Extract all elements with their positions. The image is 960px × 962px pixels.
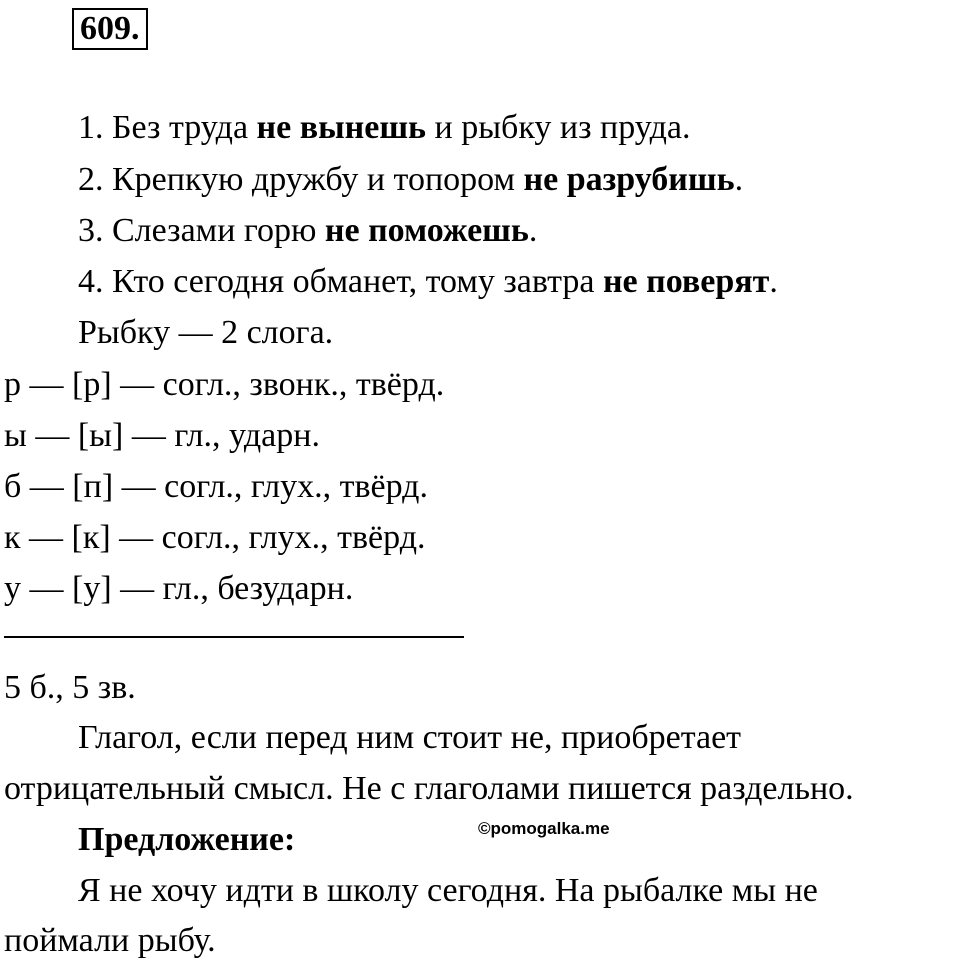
example-line-1: Я не хочу идти в школу сегодня. На рыбалке мы не (78, 872, 818, 909)
analysis-word-line: Рыбку — 2 слога. (78, 314, 334, 351)
sentence-1-bold-phrase: не вынешь (256, 109, 426, 146)
exercise-number: 609 (80, 10, 131, 47)
example-heading: Предложение: (78, 821, 296, 858)
sentence-4-text-end: . (769, 263, 778, 300)
exercise-number-box: 609. (72, 8, 148, 50)
divider-line (4, 636, 464, 638)
sentence-4-text-start: 4. Кто сегодня обманет, тому завтра (78, 263, 603, 300)
rule-text-line-2: отрицательный смысл. Не с глаголами пишется раздельно. (4, 770, 854, 807)
analysis-letter-y: ы — [ы] — гл., ударн. (4, 417, 320, 454)
analysis-letter-r: р — [р] — согл., звонк., твёрд. (4, 366, 445, 403)
sentence-2 (78, 160, 743, 200)
sentence-1 (78, 108, 691, 148)
analysis-letter-u: у — [у] — гл., безударн. (4, 570, 354, 607)
analysis-letter-b: б — [п] — согл., глух., твёрд. (4, 468, 428, 505)
sentence-3-bold-phrase: не поможешь (324, 212, 529, 249)
rule-text-line-1: Глагол, если перед ним стоит не, приобретает (78, 719, 742, 756)
analysis-letter-k: к — [к] — согл., глух., твёрд. (4, 519, 426, 556)
sentence-4 (78, 262, 778, 302)
analysis-summary: 5 б., 5 зв. (4, 669, 136, 706)
watermark: ©pomogalka.me (478, 819, 610, 838)
sentence-3-text-end: . (528, 212, 538, 249)
example-line-2: поймали рыбу. (4, 922, 216, 959)
sentence-4-bold-phrase: не поверят (602, 263, 770, 300)
sentence-2-text-end: . (734, 161, 744, 198)
sentence-2-text-start: 2. Крепкую дружбу и топором (78, 161, 524, 198)
sentence-3 (78, 211, 537, 251)
sentence-3-text-start: 3. Слезами горю (78, 212, 325, 249)
sentence-1-text-start: 1. Без труда (78, 109, 257, 146)
sentence-1-text-end: и рыбку из пруда. (426, 109, 691, 146)
sentence-2-bold-phrase: не разрубишь (523, 161, 735, 198)
